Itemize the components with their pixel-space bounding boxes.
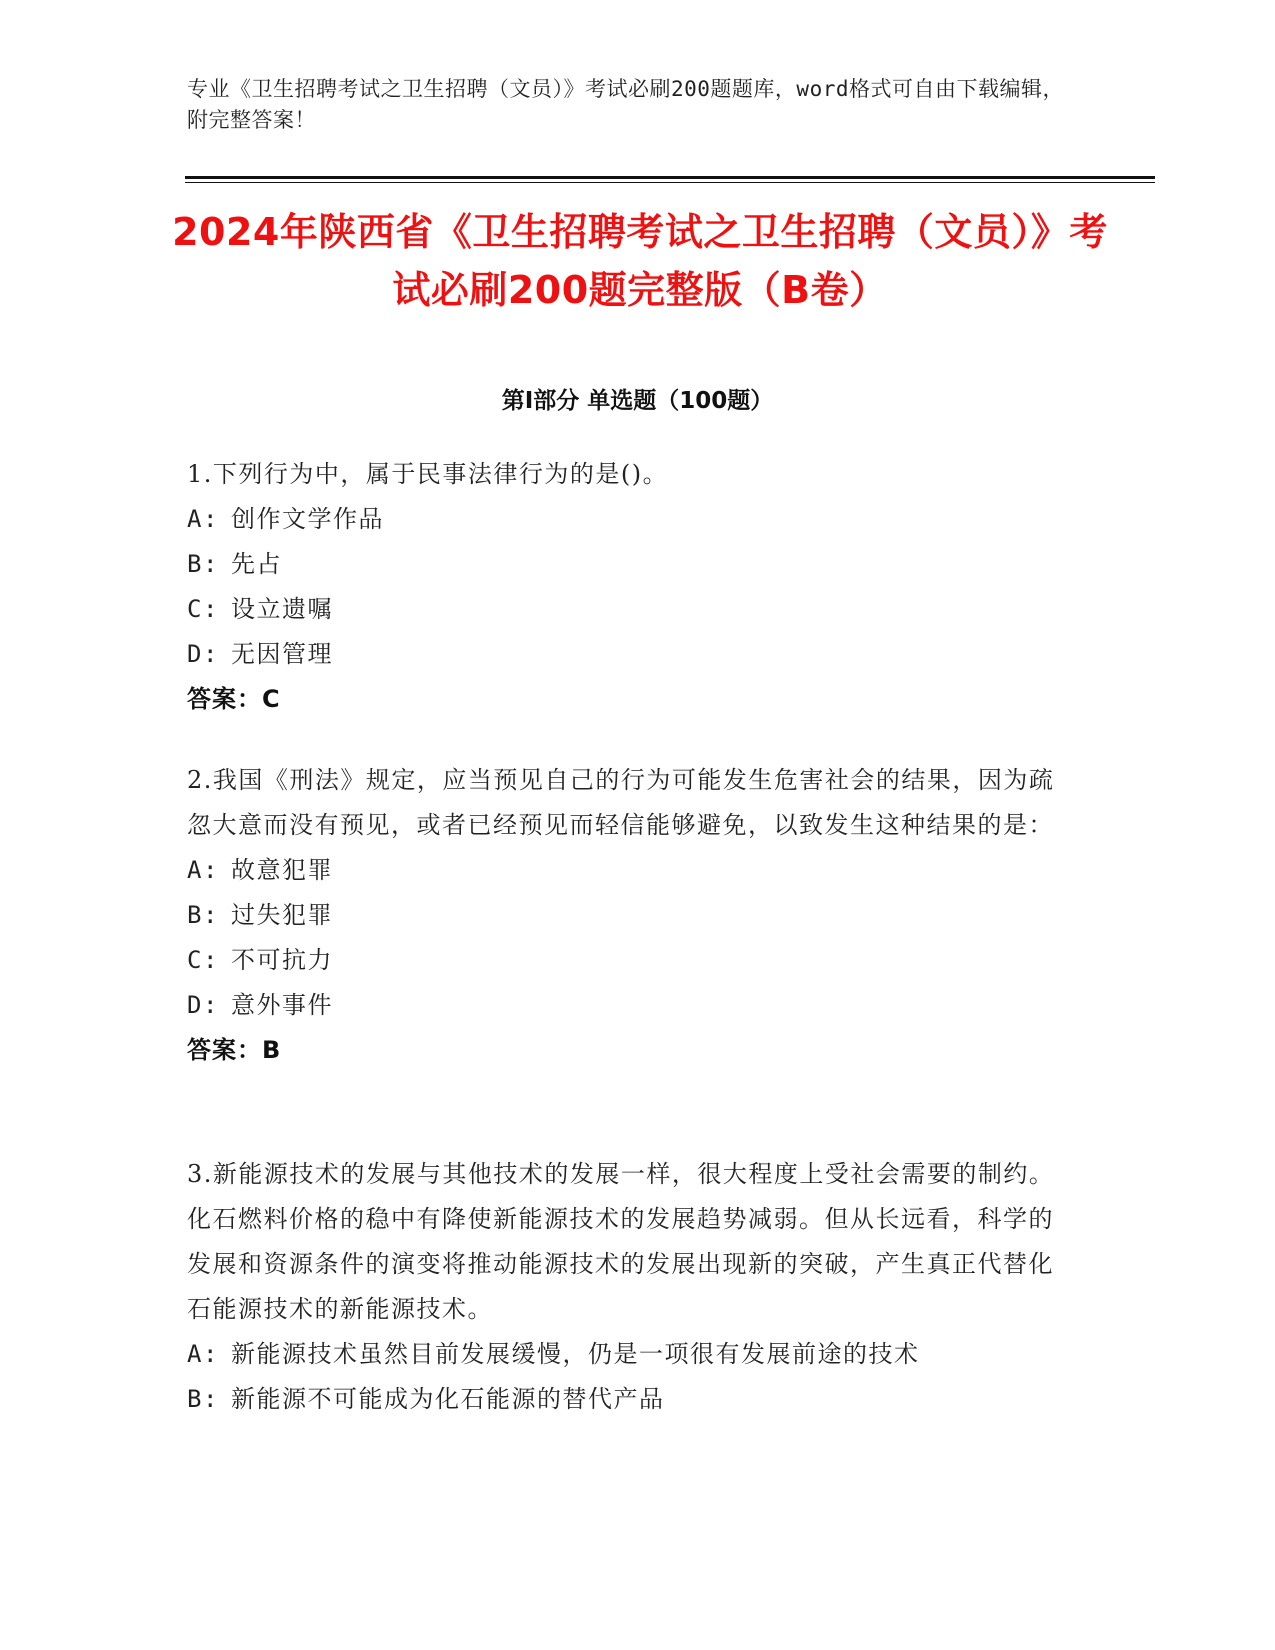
question-text: 2.我国《刑法》规定，应当预见自己的行为可能发生危害社会的结果，因为疏忽大意而没有预见，或者已经预见而轻信能够避免，以致发生这种结果的是： [187,766,1055,839]
document-title: 2024年陕西省《卫生招聘考试之卫生招聘（文员）》考试必刷200题完整版（B卷） [172,210,1108,312]
header-rule-thick [185,176,1155,179]
option-c [187,938,1067,983]
option-text: 不可抗力 [231,946,333,974]
option-letter: B: [187,1385,219,1413]
option-text: 设立遗嘱 [231,595,333,623]
option-letter: C: [187,595,219,623]
section-heading: 第Ⅰ部分 单选题（100题） [501,388,774,414]
answer-line: 答案：B [187,1036,282,1064]
option-a [187,848,1067,893]
option-letter: B: [187,901,219,929]
option-letter: A: [187,1340,219,1368]
option-b [187,893,1067,938]
option-text: 新能源技术虽然目前发展缓慢，仍是一项很有发展前途的技术 [231,1340,920,1368]
option-d [187,632,1067,677]
question-text: 3.新能源技术的发展与其他技术的发展一样，很大程度上受社会需要的制约。化石燃料价格的稳中有降使新能源技术的发展趋势减弱。但从长远看，科学的发展和资源条件的演变将推动能源技术的发展出现新的突破，产生真正代替化石能源技术的新能源技术。 [187,1160,1055,1323]
option-letter: C: [187,946,219,974]
option-c [187,587,1067,632]
option-a [187,497,1067,542]
option-letter: A: [187,505,219,533]
option-letter: A: [187,856,219,884]
answer-line: 答案：C [187,685,281,713]
option-b [187,542,1067,587]
question-2 [187,758,1067,1073]
header-rule-thin [185,182,1155,183]
question-text: 1.下列行为中，属于民事法律行为的是()。 [187,460,669,488]
option-text: 过失犯罪 [231,901,333,929]
option-text: 故意犯罪 [231,856,333,884]
question-3 [187,1152,1067,1422]
option-letter: D: [187,640,219,668]
option-b [187,1377,1067,1422]
option-text: 无因管理 [231,640,333,668]
option-letter: D: [187,991,219,1019]
option-d [187,983,1067,1028]
option-text: 意外事件 [231,991,333,1019]
option-a [187,1332,1067,1377]
option-text: 新能源不可能成为化石能源的替代产品 [231,1385,665,1413]
question-1 [187,452,1067,722]
option-text: 创作文学作品 [231,505,384,533]
header-note: 专业《卫生招聘考试之卫生招聘（文员）》考试必刷200题题库，word格式可自由下载编辑，附完整答案！ [187,77,1064,132]
option-letter: B: [187,550,219,578]
option-text: 先占 [231,550,282,578]
